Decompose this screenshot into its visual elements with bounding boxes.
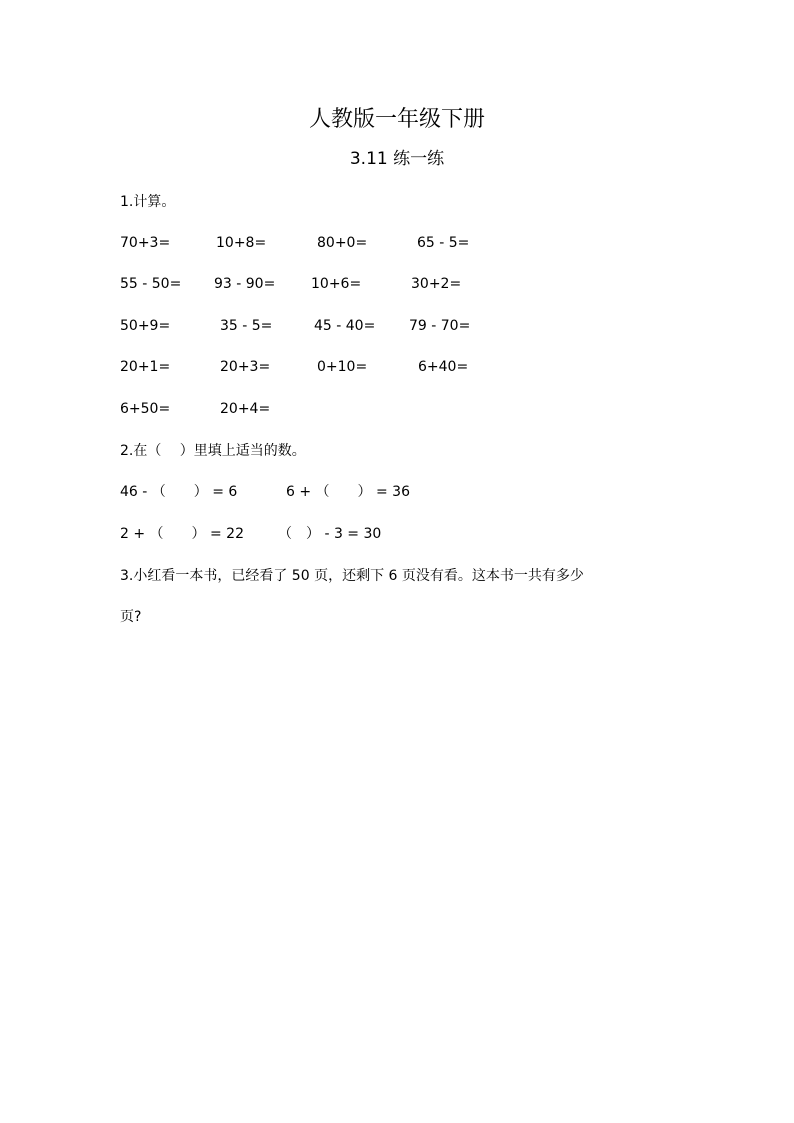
calc-item: 6+50= <box>120 401 171 417</box>
calc-item: 20+4= <box>220 401 271 417</box>
fill-blank-item: 2 + （ ） = 22 <box>120 526 244 542</box>
calc-item: 55 - 50= <box>120 276 182 292</box>
fill-blank-item: 46 - （ ） = 6 <box>120 484 238 500</box>
page-subtitle: 3.11 练一练 <box>349 149 445 169</box>
calc-item: 80+0= <box>317 235 368 251</box>
word-problem-line-2: 页? <box>120 609 142 625</box>
calc-item: 79 - 70= <box>409 318 471 334</box>
calc-item: 45 - 40= <box>314 318 376 334</box>
calc-item: 6+40= <box>418 359 469 375</box>
calc-item: 20+3= <box>220 359 271 375</box>
calc-item: 10+8= <box>216 235 267 251</box>
calc-item: 10+6= <box>311 276 362 292</box>
calc-item: 35 - 5= <box>220 318 273 334</box>
calc-item: 70+3= <box>120 235 171 251</box>
calc-item: 65 - 5= <box>417 235 470 251</box>
page-title: 人教版一年级下册 <box>308 107 485 132</box>
calc-item: 93 - 90= <box>214 276 276 292</box>
calc-item: 30+2= <box>411 276 462 292</box>
word-problem-line-1: 3.小红看一本书，已经看了 50 页，还剩下 6 页没有看。这本书一共有多少 <box>120 568 584 584</box>
calc-item: 20+1= <box>120 359 171 375</box>
calc-item: 0+10= <box>317 359 368 375</box>
section2-heading: 2.在（ ）里填上适当的数。 <box>120 443 306 459</box>
section1-heading: 1.计算。 <box>120 194 176 210</box>
calc-item: 50+9= <box>120 318 171 334</box>
fill-blank-item: 6 + （ ） = 36 <box>286 484 410 500</box>
fill-blank-item: （ ） - 3 = 30 <box>278 526 382 542</box>
